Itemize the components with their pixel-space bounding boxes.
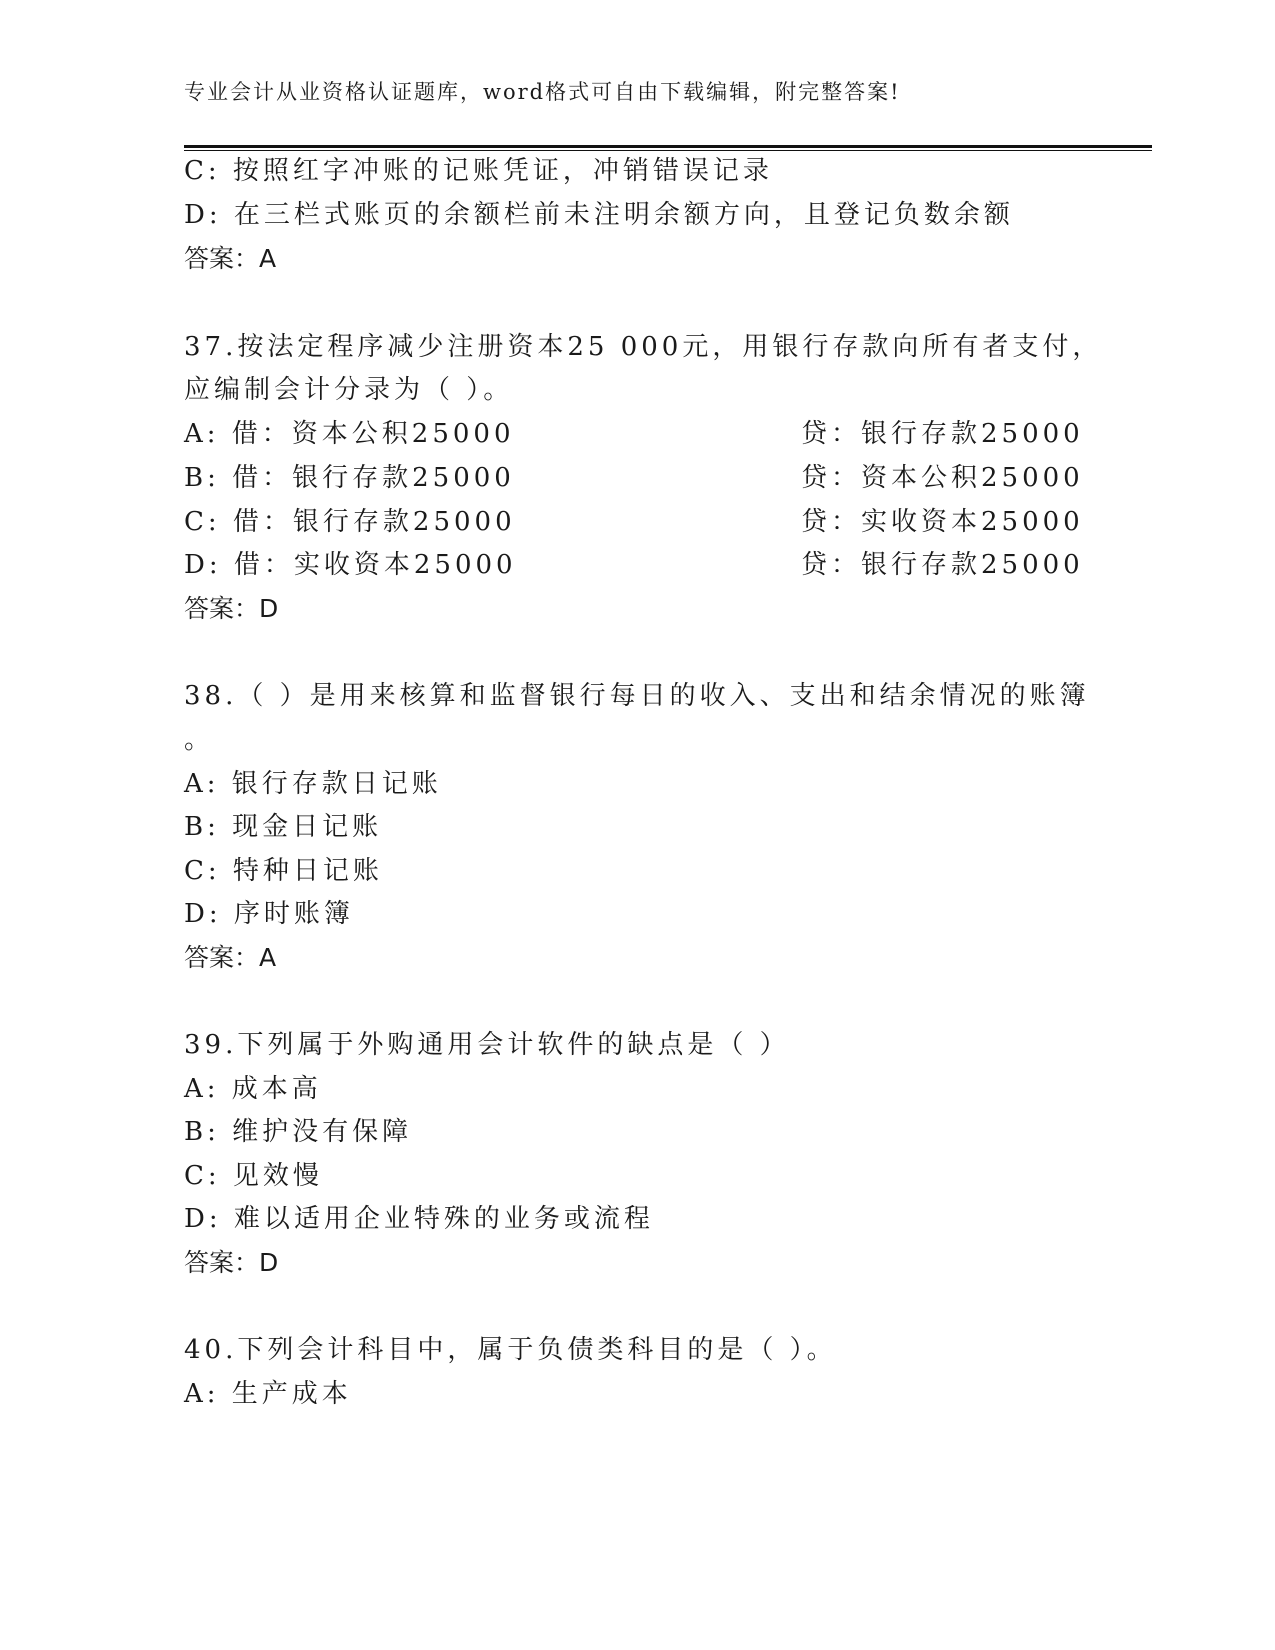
q37-option-d-credit: 贷：银行存款25000 bbox=[801, 550, 1084, 580]
q37-option-b-debit: B: 借：银行存款25000 bbox=[184, 463, 515, 493]
q38-option-d: D: 序时账簿 bbox=[184, 899, 354, 929]
q37-stem-line1: 37.按法定程序减少注册资本25 000元，用银行存款向所有者支付， bbox=[184, 332, 1103, 362]
q39-answer: 答案：D bbox=[184, 1248, 279, 1277]
q37-option-a-credit: 贷：银行存款25000 bbox=[801, 419, 1084, 449]
q39-option-b: B: 维护没有保障 bbox=[184, 1117, 413, 1147]
q40-stem: 40.下列会计科目中，属于负债类科目的是（ ）。 bbox=[184, 1335, 837, 1365]
q38-stem-line1: 38.（ ）是用来核算和监督银行每日的收入、支出和结余情况的账簿 bbox=[184, 681, 1090, 711]
q38-answer: 答案：A bbox=[184, 943, 277, 972]
q40-option-a: A: 生产成本 bbox=[184, 1379, 352, 1409]
q37-option-c-credit: 贷：实收资本25000 bbox=[801, 507, 1084, 537]
q39-stem: 39.下列属于外购通用会计软件的缺点是（ ） bbox=[184, 1030, 790, 1060]
q38-stem-line2: 。 bbox=[184, 725, 215, 755]
q37-stem-line2: 应编制会计分录为（ ）。 bbox=[184, 375, 514, 405]
q37-option-a-debit: A: 借：资本公积25000 bbox=[184, 419, 515, 449]
q37-option-c-debit: C: 借：银行存款25000 bbox=[184, 507, 516, 537]
q39-option-d: D: 难以适用企业特殊的业务或流程 bbox=[184, 1204, 654, 1234]
q37-option-a bbox=[184, 418, 1084, 450]
q39-option-c: C: 见效慢 bbox=[184, 1161, 323, 1191]
q36-answer: 答案：A bbox=[184, 244, 277, 273]
q36-option-d: D: 在三栏式账页的余额栏前未注明余额方向，且登记负数余额 bbox=[184, 200, 1014, 230]
q37-option-c bbox=[184, 506, 1084, 538]
header-rule-thick bbox=[184, 145, 1152, 148]
q37-option-b-credit: 贷：资本公积25000 bbox=[801, 463, 1084, 493]
q36-option-c: C: 按照红字冲账的记账凭证，冲销错误记录 bbox=[184, 156, 773, 186]
q38-option-b: B: 现金日记账 bbox=[184, 812, 383, 842]
q37-option-b bbox=[184, 462, 1084, 494]
q37-option-d-debit: D: 借：实收资本25000 bbox=[184, 550, 517, 580]
q38-option-a: A: 银行存款日记账 bbox=[184, 769, 442, 799]
q37-option-d bbox=[184, 549, 1084, 581]
page-header: 专业会计从业资格认证题库，word格式可自由下载编辑，附完整答案! bbox=[184, 80, 901, 104]
q39-option-a: A: 成本高 bbox=[184, 1074, 322, 1104]
q38-option-c: C: 特种日记账 bbox=[184, 856, 383, 886]
q37-answer: 答案：D bbox=[184, 594, 279, 623]
header-rule-thin bbox=[184, 150, 1152, 151]
